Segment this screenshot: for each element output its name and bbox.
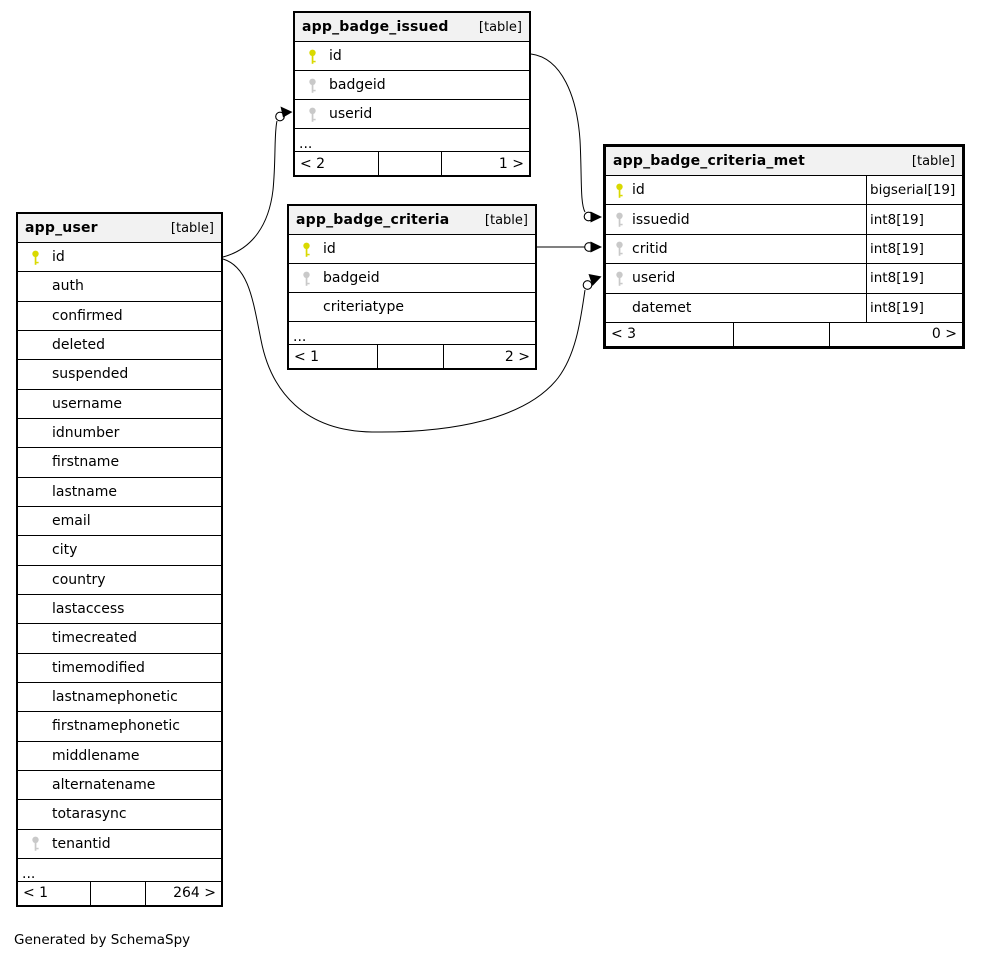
column-name: timemodified [52, 659, 145, 676]
spacer-cell [91, 882, 146, 905]
column-row [295, 71, 529, 100]
column-type: bigserial[19] [866, 176, 962, 204]
foreign-key-icon [289, 270, 323, 287]
table-title[interactable]: app_user [25, 220, 98, 236]
column-name: userid [329, 106, 373, 122]
child-count-cell: 0 > [931, 326, 957, 343]
column-row [606, 176, 962, 205]
table-title[interactable]: app_badge_criteria [296, 212, 450, 228]
column-row [289, 235, 535, 264]
child-count-cell: 264 > [173, 885, 216, 902]
spacer-cell [378, 345, 444, 368]
column-row [18, 566, 221, 595]
relation-count-footer [295, 152, 529, 175]
column-row [18, 712, 221, 741]
column-name: id [632, 182, 645, 199]
column-name: suspended [52, 366, 129, 383]
column-name: idnumber [52, 425, 120, 442]
column-name: userid [632, 270, 676, 287]
column-name: lastnamephonetic [52, 689, 178, 706]
column-name: issuedid [632, 211, 690, 228]
primary-key-icon [18, 249, 52, 266]
relation-count-footer [606, 323, 962, 346]
table-tag: [table] [911, 153, 955, 169]
edge-arrowhead [591, 212, 603, 223]
column-row [606, 235, 962, 264]
edge-arrowhead [591, 242, 603, 253]
edge-app-badge-issued-to-criteria-met [531, 54, 602, 223]
column-name: city [52, 542, 78, 559]
table-title[interactable]: app_badge_criteria_met [613, 153, 806, 169]
parent-count-cell: < 1 [18, 882, 91, 905]
column-row [18, 507, 221, 536]
child-count-cell: 2 > [504, 348, 530, 365]
column-row [18, 536, 221, 565]
parent-count-cell: < 1 [289, 345, 378, 368]
column-row [606, 294, 962, 323]
column-name: timecreated [52, 630, 137, 647]
column-name: id [52, 249, 65, 266]
column-name: id [329, 48, 342, 64]
column-row [606, 264, 962, 293]
foreign-key-icon [295, 106, 329, 123]
table-header[interactable] [295, 13, 529, 42]
column-row [18, 390, 221, 419]
edge-zero-or-one-circle [585, 243, 594, 252]
foreign-key-icon [18, 835, 52, 852]
foreign-key-icon [606, 240, 632, 257]
parent-count-cell: < 2 [295, 152, 379, 175]
column-name: confirmed [52, 307, 123, 324]
edge-app-user-to-app-badge-issued [223, 107, 293, 258]
generator-note: Generated by SchemaSpy [14, 932, 191, 948]
parent-count-cell: < 3 [606, 323, 734, 346]
column-name: datemet [632, 299, 692, 316]
collapsed-columns-indicator: ... [18, 859, 221, 882]
edge-app-badge-criteria-to-criteria-met [537, 242, 602, 253]
column-name: middlename [52, 747, 140, 764]
column-name: firstname [52, 454, 120, 471]
table-tag: [table] [484, 212, 528, 228]
spacer-cell [734, 323, 830, 346]
column-row [18, 771, 221, 800]
column-row [18, 331, 221, 360]
edge-line [223, 121, 277, 257]
relation-count-footer [289, 345, 535, 368]
column-row [18, 478, 221, 507]
column-name: alternatename [52, 777, 156, 794]
primary-key-icon [606, 182, 632, 199]
column-row [18, 302, 221, 331]
edge-zero-or-one-circle [584, 212, 593, 221]
edge-zero-or-one-circle [583, 281, 592, 290]
column-name: lastname [52, 483, 117, 500]
edge-arrowhead [589, 274, 602, 286]
column-name: critid [632, 240, 668, 257]
column-row [295, 42, 529, 71]
column-type: int8[19] [866, 294, 962, 322]
column-name: deleted [52, 337, 105, 354]
column-name: email [52, 513, 91, 530]
table-tag: [table] [170, 220, 214, 236]
column-name: badgeid [329, 77, 386, 93]
edge-line [531, 54, 585, 212]
table-node-app-badge-criteria-met[interactable] [603, 144, 965, 349]
column-row [18, 448, 221, 477]
foreign-key-icon [606, 211, 632, 228]
column-row [606, 205, 962, 234]
column-name: id [323, 241, 336, 257]
column-name: auth [52, 278, 84, 295]
primary-key-icon [295, 48, 329, 65]
column-name: lastaccess [52, 601, 125, 618]
table-header[interactable] [606, 147, 962, 176]
column-name: totarasync [52, 806, 127, 823]
column-name: country [52, 571, 106, 588]
column-row [18, 419, 221, 448]
column-row [289, 264, 535, 293]
column-row [295, 100, 529, 129]
column-row [18, 830, 221, 859]
column-name: criteriatype [323, 299, 404, 315]
column-name: firstnamephonetic [52, 718, 180, 735]
foreign-key-icon [606, 270, 632, 287]
column-row [18, 243, 221, 272]
column-row [18, 654, 221, 683]
edge-zero-or-one-circle [276, 112, 285, 121]
relation-count-footer [18, 882, 221, 905]
column-row [18, 624, 221, 653]
collapsed-columns-indicator: ... [289, 322, 535, 345]
edge-arrowhead [281, 107, 293, 118]
primary-key-icon [289, 241, 323, 258]
column-row [18, 595, 221, 624]
table-title[interactable]: app_badge_issued [302, 19, 449, 35]
column-name: tenantid [52, 835, 111, 852]
column-name: badgeid [323, 270, 380, 286]
foreign-key-icon [295, 77, 329, 94]
table-node-app-user[interactable] [16, 212, 223, 907]
column-row [18, 272, 221, 301]
spacer-cell [379, 152, 442, 175]
collapsed-columns-indicator: ... [295, 129, 529, 152]
column-row [18, 683, 221, 712]
table-tag: [table] [478, 19, 522, 35]
column-name: username [52, 395, 122, 412]
column-row [18, 742, 221, 771]
table-node-app-badge-issued[interactable] [293, 11, 531, 177]
child-count-cell: 1 > [498, 155, 524, 172]
column-type: int8[19] [866, 205, 962, 233]
table-node-app-badge-criteria[interactable] [287, 204, 537, 370]
column-type: int8[19] [866, 235, 962, 263]
table-header[interactable] [289, 206, 535, 235]
column-row [18, 800, 221, 829]
column-type: int8[19] [866, 264, 962, 292]
column-row [289, 293, 535, 322]
table-header[interactable] [18, 214, 221, 243]
column-row [18, 360, 221, 389]
